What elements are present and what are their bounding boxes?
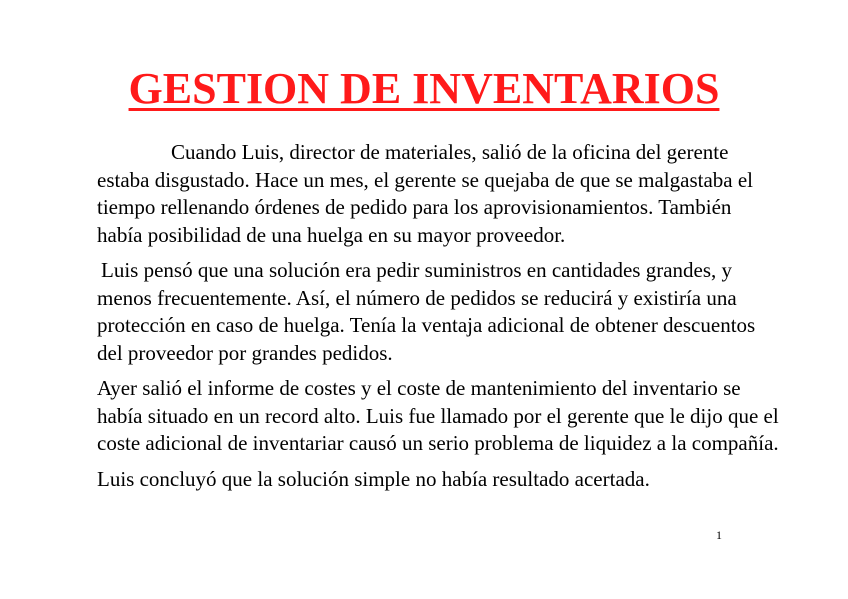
paragraph-2: Luis pensó que una solución era pedir suministros en cantidades grandes, y menos frecuentemente. Así, el número de pedidos se reducirá y existiría una protección en caso de huelga. Tenía la ventaja adicional de obtener descuentos del proveedor por grandes pedidos. — [97, 258, 756, 365]
paragraph-4: Luis concluyó que la solución simple no había resultado acertada. — [97, 466, 650, 491]
slide-title: GESTION DE INVENTARIOS — [128, 64, 720, 113]
paragraph-1: Cuando Luis, director de materiales, salió de la oficina del gerente estaba disgustado. Hace un mes, el gerente se quejaba de que se malgastaba el tiempo rellenando órdenes de pedido para los aprovisionamientos. También había posibilidad de una huelga en su mayor proveedor. — [97, 140, 753, 247]
slide-body — [97, 139, 782, 501]
paragraph-3: Ayer salió el informe de costes y el coste de mantenimiento del inventario se había situado en un record alto. Luis fue llamado por el gerente que le dijo que el coste adicional de inventariar causó un serio problema de liquidez a la compañía. — [97, 376, 779, 455]
page-number: 1 — [716, 528, 722, 542]
